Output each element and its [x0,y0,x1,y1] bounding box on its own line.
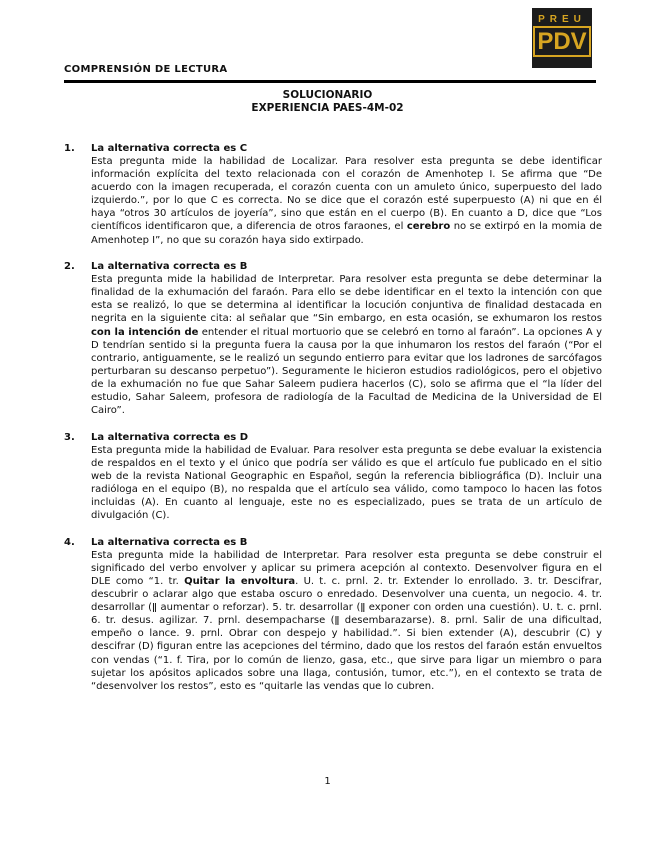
item-number: 3. [64,431,75,443]
answer-item-3 [64,431,602,523]
logo-preu-text: PREU [538,14,586,25]
item-body: Esta pregunta mide la habilidad de Localizar. Para resolver esta pregunta se debe identificar información explícita del texto relacionada con el corazón de Amenhotep I. Se afirma que “De acuerdo con la imagen recuperada, el corazón cuenta con un amuleto único, superpuesto del lado izquierdo.”, por lo que C es correcta. No se dice que el corazón esté superpuesto (A) ni que en él haya “otros 30 artículos de joyería”, sino que están en el cuerpo (B). En cuanto a D, dice que “Los científicos identificaron que, a diferencia de otros faraones, el cerebro no se extirpó en la momia de Amenhotep I”, no que su corazón haya sido extirpado. [91,156,602,246]
answer-list [64,142,602,706]
header-divider [64,80,596,83]
answer-item-1 [64,142,602,247]
item-number: 2. [64,261,75,273]
title-line-2: EXPERIENCIA PAES-4M-02 [251,102,404,114]
item-number: 4. [64,536,75,548]
logo-pdv-text: PDV [533,26,590,57]
answer-item-2 [64,260,602,417]
section-header: COMPRENSIÓN DE LECTURA [64,64,228,75]
answer-item-4 [64,536,602,693]
page-number: 1 [324,776,331,787]
item-title: La alternativa correcta es C [91,143,248,154]
item-title: La alternativa correcta es D [91,431,248,443]
item-title: La alternativa correcta es B [91,536,248,548]
title-line-1: SOLUCIONARIO [282,89,373,101]
item-body: Esta pregunta mide la habilidad de Interpretar. Para resolver esta pregunta se debe determinar la finalidad de la exhumación del faraón. Para ello se debe identificar en el texto la intención con que esta se realizó, lo que se determina al identificar la locución conjuntiva de finalidad destacada en negrita en la siguiente cita: al señalar que “Sin embargo, en esta ocasión, se exhumaron los restos con la intención de entender el ritual mortuorio que se celebró en torno al faraón”. La opciones A y D tendrían sentido si la pregunta fuera la causa por la que inhumaron los restos del faraón (“Por el contrario, antiguamente, se le realizó un segundo entierro para evitar que los ladrones de sarcófagos perturbaran su descanso perpetuo”). Seguramente le hicieron estudios radiológicos, pero el objetivo de la exhumación no fue que Sahar Saleem pudiera hacerlos (C), solo se afirma que el “la líder del estudio, Sahar Saleem, profesora de radiología de la Facultad de Medicina de la Universidad de El Cairo”. [91,274,602,417]
document-title [0,89,655,115]
item-title: La alternativa correcta es B [91,261,248,273]
item-body: Esta pregunta mide la habilidad de Evaluar. Para resolver esta pregunta se debe evaluar la existencia de respaldos en el texto y el único que podría ser válido es que el artículo fue publicado en el sitio web de la revista National Geographic en Español, según la referencia bibliográfica (D). Incluir una radióloga en el equipo (B), no respalda que el artículo sea válido, como tampoco lo hacen las fotos incluidas (A). En cuanto al lenguaje, este no es especializado, pues se trata de un artículo de divulgación (C). [91,444,602,522]
item-number: 1. [64,143,75,154]
item-body: Esta pregunta mide la habilidad de Interpretar. Para resolver esta pregunta se debe construir el significado del verbo envolver y aplicar su primera acepción al contexto. Desenvolver figura en el DLE como “1. tr. Quitar la envoltura. U. t. c. prnl. 2. tr. Extender lo enrollado. 3. tr. Descifrar, descubrir o aclarar algo que estaba oscuro o enredado. Desenvolver una cuenta, un negocio. 4. tr. desarrollar (ǁ aumentar o reforzar). 5. tr. desarrollar (ǁ exponer con orden una cuestión). U. t. c. prnl. 6. tr. desus. agilizar. 7. prnl. desempacharse (ǁ desembarazarse). 8. prnl. Salir de una dificultad, empeño o lance. 9. prnl. Obrar con despejo y habilidad.”. Si bien extender (A), descubrir (C) y descifrar (D) figuran entre las acepciones del término, dado que los restos del faraón están envueltos con vendas (“1. f. Tira, por lo común de lienzo, gasa, etc., que sirve para ligar un miembro o para sujetar los apósitos aplicados sobre una llaga, contusión, tumor, etc.”), en el contexto se trata de “desenvolver los restos”, esto es “quitarle las vendas que lo cubren. [91,549,602,692]
preu-pdv-logo [532,8,592,68]
